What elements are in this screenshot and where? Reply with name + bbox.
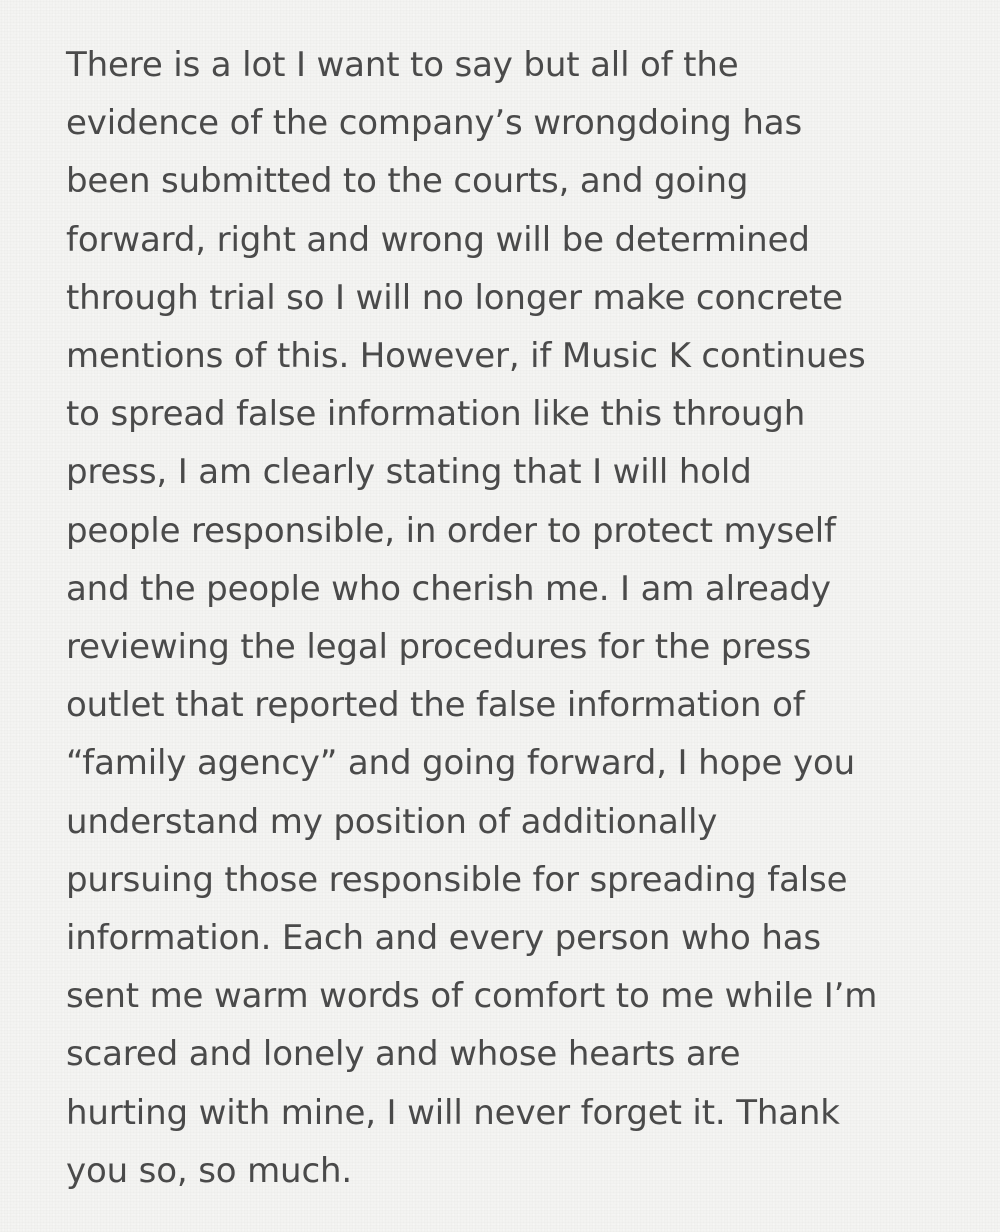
- note-line: mentions of this. However, if Music K continues: [66, 336, 866, 377]
- note-line: There is a lot I want to say but all of the: [66, 45, 739, 85]
- note-line: outlet that reported the false information of: [66, 685, 805, 726]
- note-line: people responsible, in order to protect myself: [66, 510, 836, 551]
- note-body-text: [66, 36, 966, 1200]
- note-line: and the people who cherish me. I am already: [66, 568, 831, 609]
- note-line: through trial so I will no longer make concrete: [66, 277, 843, 318]
- note-line: forward, right and wrong will be determined: [66, 219, 810, 260]
- note-line: to spread false information like this through: [66, 394, 806, 435]
- note-line: information. Each and every person who has: [66, 918, 821, 959]
- note-line: sent me warm words of comfort to me while I’m: [66, 976, 878, 1017]
- note-line: press, I am clearly stating that I will hold: [66, 452, 752, 493]
- note-line: evidence of the company’s wrongdoing has: [66, 103, 803, 144]
- note-line: you so, so much.: [66, 1150, 353, 1191]
- note-line: reviewing the legal procedures for the press: [66, 627, 812, 668]
- note-line: hurting with mine, I will never forget it. Thank: [66, 1092, 840, 1133]
- note-line: been submitted to the courts, and going: [66, 161, 749, 202]
- note-line: “family agency” and going forward, I hope you: [66, 743, 855, 784]
- note-line: pursuing those responsible for spreading false: [66, 859, 848, 900]
- note-line: scared and lonely and whose hearts are: [66, 1034, 741, 1075]
- note-line: understand my position of additionally: [66, 801, 718, 842]
